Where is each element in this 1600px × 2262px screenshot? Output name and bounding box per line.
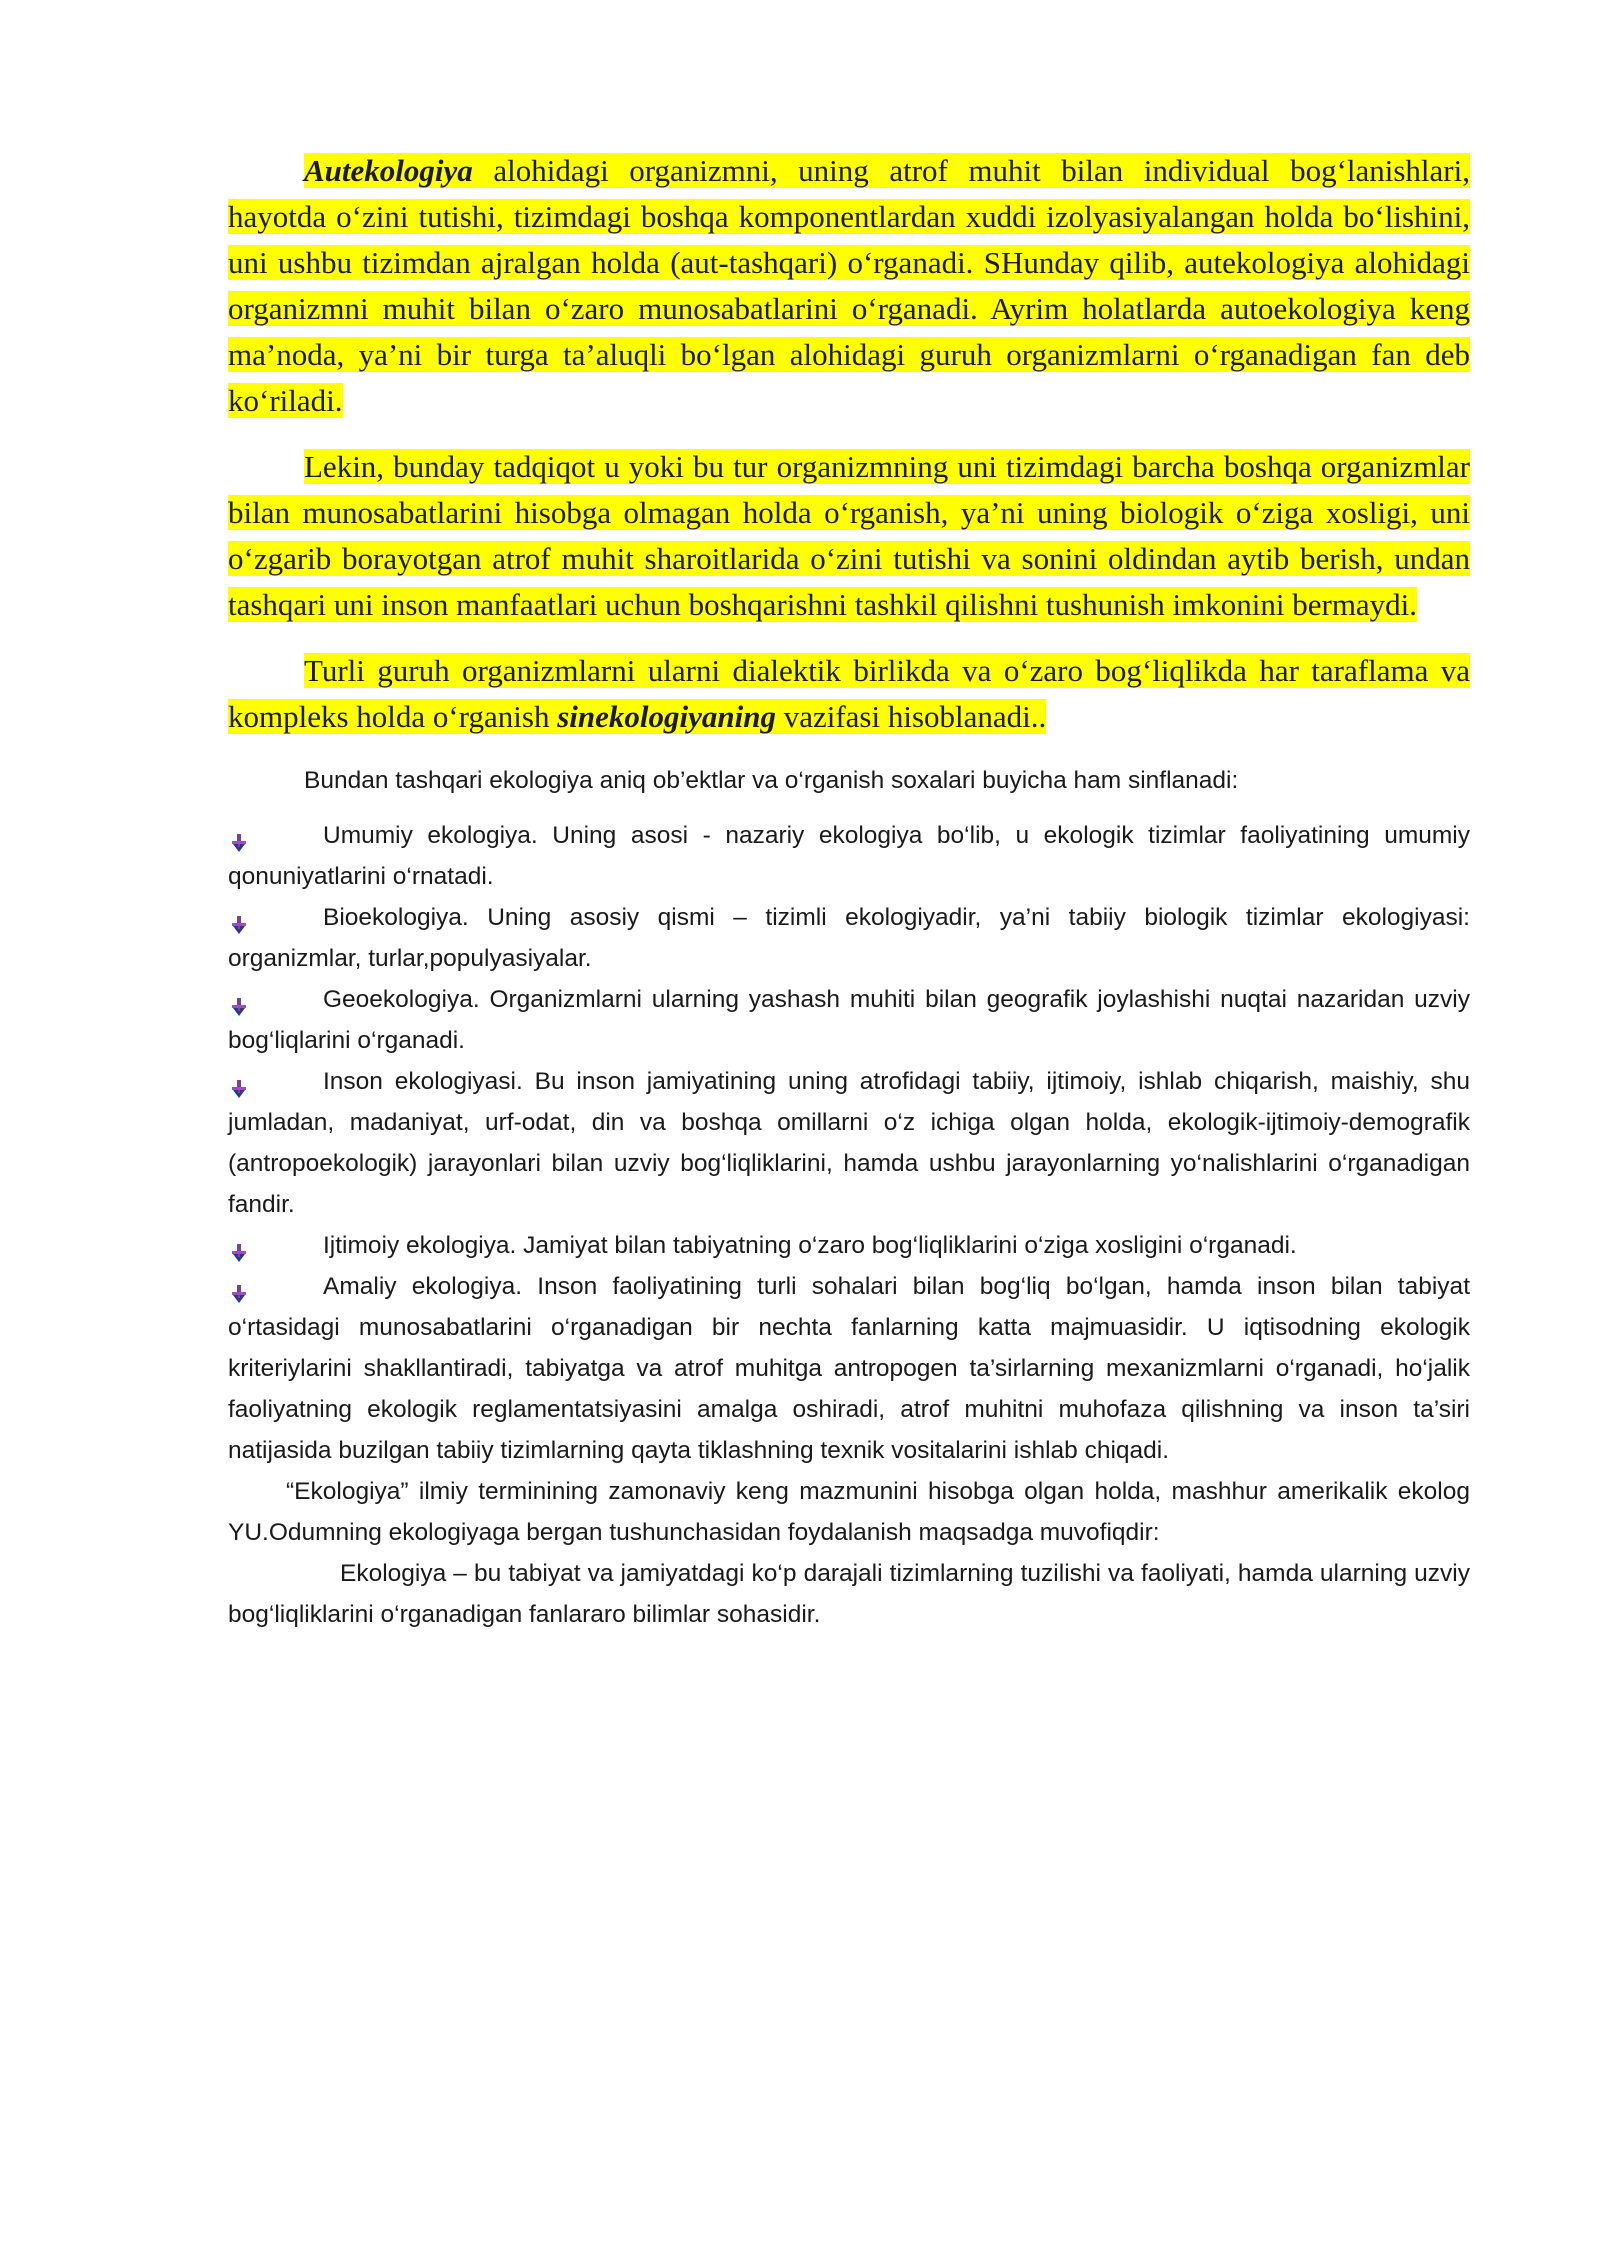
classification-item-text: Inson ekologiyasi. Bu inson jamiyatining uning atrofidagi tabiiy, ijtimoiy, ishlab chiqarish, maishiy, shu jumladan, madaniyat, urf-odat, din va boshqa omillarni o‘z ichiga olgan holda, ekologik-ijtimoiy-demografik (antropoekologik) jarayonlari bilan uzviy bog‘liqliklarini, hamda ushbu jarayonlarning yo‘nalishlarini o‘rganadigan fandir. bbox=[228, 1068, 1470, 1218]
arrow-down-bullet-icon bbox=[230, 825, 248, 845]
paragraph-ekologiya-term: “Ekologiya” ilmiy terminining zamonaviy keng mazmunini hisobga olgan holda, mashhur amerikalik ekolog YU.Odumning ekologiyaga bergan tushunchasidan foydalanish maqsadga muvofiqdir: bbox=[228, 1478, 1470, 1546]
paragraph-text: alohidagi organizmni, uning atrof muhit bilan individual bog‘lanishlari, hayotda o‘zini tutishi, tizimdagi boshqa komponentlardan xuddi izolyasiyalangan holda bo‘lishini, uni ushbu tizimdan ajralgan holda (aut-tashqari) o‘rganadi. SHunday qilib, autekologiya alohidagi organizmni muhit bilan o‘zaro munosabatlarini o‘rganadi. Ayrim holatlarda autoekologiya keng ma’noda, ya’ni bir turga ta’aluqli bo‘lgan alohidagi guruh organizmlarni o‘rganadigan fan deb ko‘riladi. bbox=[228, 153, 1470, 418]
term-sinekologiya: sinekologiyaning bbox=[557, 699, 776, 734]
classification-item bbox=[228, 1225, 1470, 1266]
classification-item bbox=[228, 1061, 1470, 1225]
paragraph-text: Turli guruh organizmlarni ularni dialektik birlikda va o‘zaro bog‘liqlikda har taraflama va kompleks holda o‘rganish bbox=[228, 653, 1470, 734]
classification-item bbox=[228, 1266, 1470, 1471]
classification-list bbox=[228, 815, 1470, 1471]
classification-item-text: Amaliy ekologiya. Inson faoliyatining turli sohalari bilan bog‘liq bo‘lgan, hamda inson bilan tabiyat o‘rtasidagi munosabatlarini o‘rganadigan bir nechta fanlarning katta majmuasidir. U iqtisodning ekologik kriteriylarini shakllantiradi, tabiyatga va atrof muhitga antropogen ta’sirlarning mexanizmlarni o‘rganadi, ho‘jalik faoliyatning ekologik reglamentatsiyasini amalga oshiradi, atrof muhitni muhofaza qilishning va inson ta’siri natijasida buzilgan tabiiy tizimlarning qayta tiklashning texnik vositalarini ishlab chiqadi. bbox=[228, 1273, 1470, 1464]
classification-item bbox=[228, 979, 1470, 1061]
classification-item bbox=[228, 815, 1470, 897]
term-autekologiya: Autekologiya bbox=[304, 153, 473, 188]
paragraph-text: vazifasi hisoblanadi.. bbox=[775, 699, 1047, 734]
highlight bbox=[228, 153, 1470, 418]
paragraph-ekologiya-definition: Ekologiya – bu tabiyat va jamiyatdagi ko‘p darajali tizimlarning tuzilishi va faoliyati, hamda ularning uzviy bog‘liqliklarini o‘rganadigan fanlararo bilimlar sohasidir. bbox=[228, 1560, 1470, 1628]
classification-item bbox=[228, 897, 1470, 979]
classification-item-text: Ijtimoiy ekologiya. Jamiyat bilan tabiyatning o‘zaro bog‘liqliklarini o‘ziga xosligini o‘rganadi. bbox=[323, 1232, 1297, 1259]
highlight: Lekin, bunday tadqiqot u yoki bu tur organizmning uni tizimdagi barcha boshqa organizmlar bilan munosabatlarini hisobga olmagan holda o‘rganish, ya’ni uning biologik o‘ziga xosligi, uni o‘zgarib borayotgan atrof muhit sharoitlarida o‘zini tutishi va sonini oldindan aytib berish, undan tashqari uni inson manfaatlari uchun boshqarishni tashkil qilishni tushunish imkonini bermaydi. bbox=[228, 449, 1470, 622]
arrow-down-bullet-icon bbox=[230, 989, 248, 1009]
arrow-down-bullet-icon bbox=[230, 1235, 248, 1255]
paragraph-lekin bbox=[228, 444, 1470, 628]
classification-item-text: Umumiy ekologiya. Uning asosi - nazariy ekologiya bo‘lib, u ekologik tizimlar faoliyatining umumiy qonuniyatlarini o‘rnatadi. bbox=[228, 822, 1470, 890]
classification-item-text: Bioekologiya. Uning asosiy qismi – tizimli ekologiyadir, ya’ni tabiiy biologik tizimlar ekologiyasi: organizmlar, turlar,populyasiyalar. bbox=[228, 904, 1470, 972]
classification-intro: Bundan tashqari ekologiya aniq ob’ektlar va o‘rganish soxalari buyicha ham sinflanadi: bbox=[304, 767, 1239, 794]
paragraph-autekologiya bbox=[228, 148, 1470, 424]
arrow-down-bullet-icon bbox=[230, 1071, 248, 1091]
document-page bbox=[228, 148, 1470, 1635]
arrow-down-bullet-icon bbox=[230, 907, 248, 927]
paragraph-sinekologiya bbox=[228, 648, 1470, 740]
highlight bbox=[228, 653, 1470, 734]
arrow-down-bullet-icon bbox=[230, 1276, 248, 1296]
classification-item-text: Geoekologiya. Organizmlarni ularning yashash muhiti bilan geografik joylashishi nuqtai nazaridan uzviy bog‘liqlarini o‘rganadi. bbox=[228, 986, 1470, 1054]
